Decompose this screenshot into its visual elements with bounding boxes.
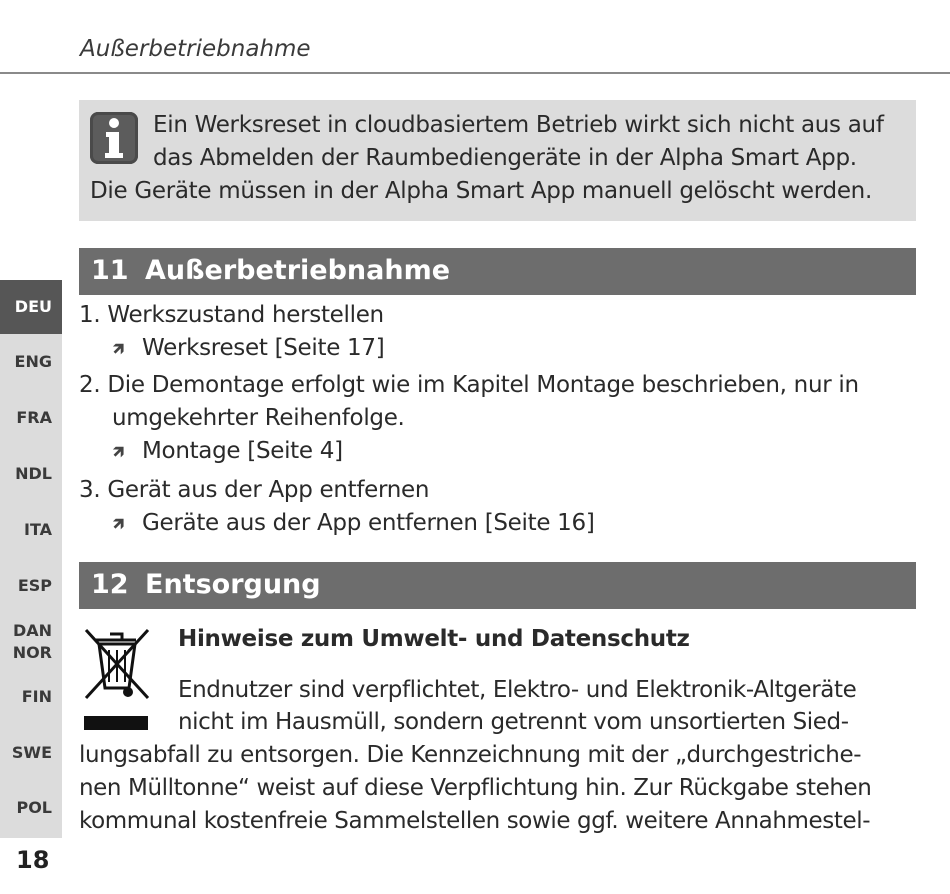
- info-note-box: [79, 100, 916, 221]
- disposal-subheading: Hinweise zum Umwelt- und Datenschutz: [178, 626, 690, 652]
- language-tab-esp[interactable]: ESP: [17, 576, 52, 595]
- body-line-4: nen Mülltonne“ weist auf diese Verpflichtung hin. Zur Rückgabe stehen: [79, 775, 872, 801]
- section-12-title: Entsorgung: [145, 569, 321, 600]
- cross-reference-icon: 🡽: [112, 442, 125, 463]
- list-item-2-link[interactable]: [112, 438, 343, 470]
- body-line-3: lungsabfall zu entsorgen. Die Kennzeichnung mit der „durchgestriche-: [79, 742, 862, 768]
- link-text[interactable]: Werksreset [Seite 17]: [142, 335, 385, 361]
- info-text-line-2: das Abmelden der Raumbediengeräte in der Alpha Smart App.: [153, 145, 857, 171]
- language-tab-pol[interactable]: POL: [16, 798, 52, 817]
- info-icon: [90, 112, 138, 164]
- section-12-number: 12: [91, 569, 129, 600]
- running-header: Außerbetriebnahme: [80, 36, 311, 62]
- list-item-1-link[interactable]: [112, 335, 384, 367]
- section-12-heading: [79, 562, 916, 609]
- language-tab-eng[interactable]: ENG: [14, 352, 52, 371]
- list-item-1: 1. Werkszustand herstellen: [79, 302, 384, 328]
- language-tab-ita[interactable]: ITA: [23, 520, 52, 539]
- info-text-line-1: Ein Werksreset in cloudbasiertem Betrieb wirkt sich nicht aus auf: [153, 112, 884, 138]
- section-11-number: 11: [91, 255, 129, 286]
- list-item-3-link[interactable]: [112, 510, 595, 542]
- page-number: 18: [16, 846, 50, 874]
- cross-reference-icon: 🡽: [112, 514, 125, 535]
- body-line-5: kommunal kostenfreie Sammelstellen sowie ggf. weitere Annahmestel-: [79, 808, 871, 834]
- section-11-heading: [79, 248, 916, 295]
- crossed-out-bin-icon: [80, 626, 154, 736]
- language-tab-ndl[interactable]: NDL: [15, 464, 52, 483]
- header-rule: [0, 72, 950, 74]
- list-item-2: 2. Die Demontage erfolgt wie im Kapitel Montage beschrieben, nur in: [79, 372, 859, 398]
- language-tab-fin[interactable]: FIN: [21, 687, 52, 706]
- language-tab-fra[interactable]: FRA: [16, 408, 52, 427]
- list-item-3: 3. Gerät aus der App entfernen: [79, 477, 430, 503]
- language-tab-deu[interactable]: DEU: [14, 297, 52, 316]
- body-line-2: nicht im Hausmüll, sondern getrennt vom unsortierten Sied-: [178, 709, 849, 735]
- body-line-1: Endnutzer sind verpflichtet, Elektro- und Elektronik-Altgeräte: [178, 677, 857, 703]
- language-tab-dan-nor[interactable]: DAN NOR: [12, 621, 52, 662]
- cross-reference-icon: 🡽: [112, 339, 125, 360]
- language-tab-swe[interactable]: SWE: [11, 743, 52, 762]
- link-text[interactable]: Geräte aus der App entfernen [Seite 16]: [142, 510, 595, 536]
- link-text[interactable]: Montage [Seite 4]: [142, 438, 343, 464]
- list-item-2-cont: umgekehrter Reihenfolge.: [112, 405, 405, 431]
- info-text-line-3: Die Geräte müssen in der Alpha Smart App manuell gelöscht werden.: [90, 178, 872, 204]
- section-11-title: Außerbetriebnahme: [145, 255, 451, 286]
